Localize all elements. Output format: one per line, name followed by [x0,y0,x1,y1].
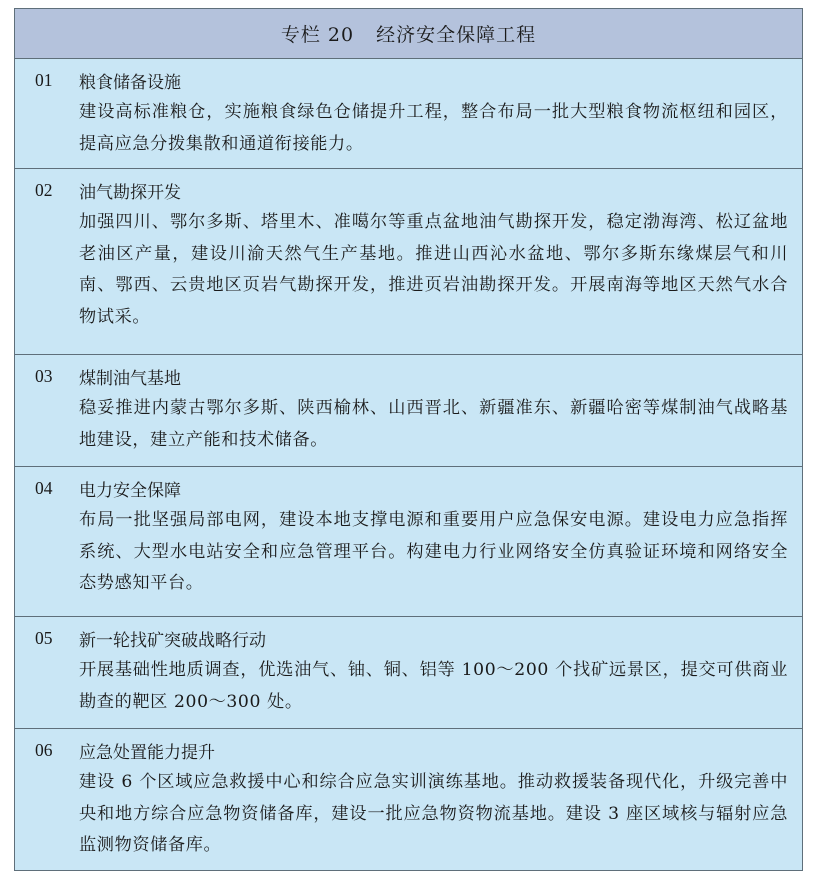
section-grain-storage [15,59,802,169]
section-heading [35,623,788,653]
section-body: 布局一批坚强局部电网，建设本地支撑电源和重要用户应急保安电源。建设电力应急指挥系统、大型水电站安全和应急管理平台。构建电力行业网络安全仿真验证环境和网络安全态势感知平台。 [79,510,788,593]
section-number: 02 [35,179,53,200]
section-title: 油气勘探开发 [79,182,181,203]
section-number: 06 [35,739,53,760]
column-code: 专栏 20 [280,24,355,46]
column-header [15,9,802,59]
column-box [14,8,803,871]
section-power-security [15,467,802,617]
section-title: 粮食储备设施 [79,72,181,93]
section-heading [35,473,788,503]
section-title: 应急处置能力提升 [79,742,215,763]
section-number: 05 [35,627,53,648]
section-title: 新一轮找矿突破战略行动 [79,630,266,651]
section-number: 01 [35,69,53,90]
section-heading [35,361,788,391]
section-body: 加强四川、鄂尔多斯、塔里木、准噶尔等重点盆地油气勘探开发，稳定渤海湾、松辽盆地老油区产量，建设川渝天然气生产基地。推进山西沁水盆地、鄂尔多斯东缘煤层气和川南、鄂西、云贵地区页岩气勘探开发，推进页岩油勘探开发。开展南海等地区天然气水合物试采。 [79,212,788,327]
section-title: 煤制油气基地 [79,368,181,389]
section-number: 03 [35,365,53,386]
section-body: 建设高标准粮仓，实施粮食绿色仓储提升工程，整合布局一批大型粮食物流枢纽和园区，提高应急分拨集散和通道衔接能力。 [79,102,788,154]
section-heading [35,65,788,95]
section-emergency-response [15,729,802,868]
section-heading [35,175,788,205]
section-heading [35,735,788,765]
section-mineral-exploration [15,617,802,729]
section-body: 建设 6 个区域应急救援中心和综合应急实训演练基地。推动救援装备现代化，升级完善中央和地方综合应急物资储备库，建设一批应急物资物流基地。建设 3 座区域核与辐射应急监测物资储备库。 [79,772,788,855]
section-body: 稳妥推进内蒙古鄂尔多斯、陕西榆林、山西晋北、新疆准东、新疆哈密等煤制油气战略基地建设，建立产能和技术储备。 [79,398,788,450]
section-body: 开展基础性地质调查，优选油气、铀、铜、铝等 100～200 个找矿远景区，提交可供商业勘查的靶区 200～300 处。 [79,660,788,712]
section-coal-to-oil-gas [15,355,802,467]
section-oil-gas-exploration [15,169,802,355]
column-title: 经济安全保障工程 [376,24,537,46]
section-title: 电力安全保障 [79,480,181,501]
section-number: 04 [35,477,53,498]
